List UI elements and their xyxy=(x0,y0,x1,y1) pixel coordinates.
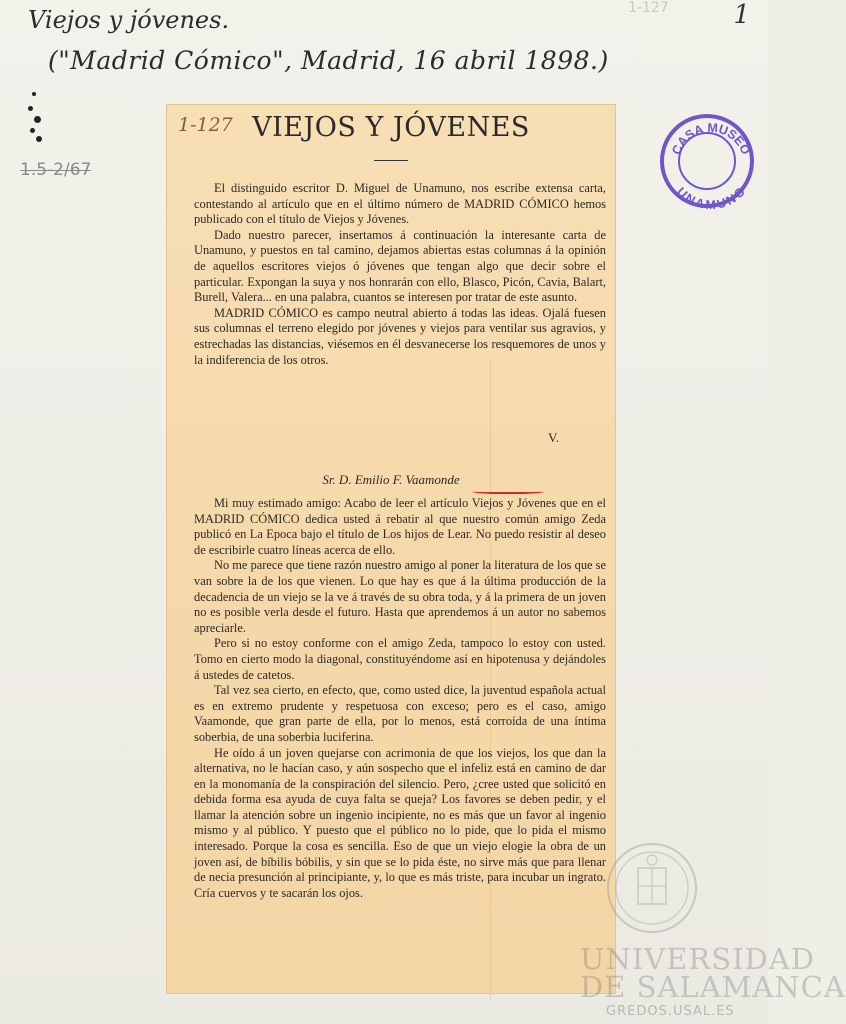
intro-paragraph: El distinguido escritor D. Miguel de Unamuno, nos escribe extensa carta, contestando al artículo que en el último número de MADRID CÓMICO hemos publicado con el título de Viejos y Jóvenes. xyxy=(194,181,606,227)
intro-text xyxy=(194,181,606,368)
watermark-university: UNIVERSIDAD xyxy=(580,942,815,976)
clipping-catalog-code: 1-127 xyxy=(178,114,233,136)
article-title: VIEJOS Y JÓVENES xyxy=(252,112,530,143)
red-underline-mark xyxy=(472,488,544,494)
watermark-url: GREDOS.USAL.ES xyxy=(606,1004,735,1019)
intro-paragraph: MADRID CÓMICO es campo neutral abierto á todas las ideas. Ojalá fuesen sus columnas el terreno elegido por jóvenes y viejos para ventilar sus agravios, y estrechadas las distancias, viésemos en él desvanecerse los resquemores de unos y la indiferencia de los otros. xyxy=(194,305,606,367)
editor-signoff: V. xyxy=(548,430,559,445)
stamp-text-top: CASA MUSEO xyxy=(669,120,753,157)
stamp-lettering xyxy=(664,118,758,212)
letter-paragraph: Tal vez sea cierto, en efecto, que, como usted dice, la juventud española actual es en extremo prudente y respetuosa con exceso; pero es el caso, amigo Vaamonde, que gran parte de ella, por lo menos, está corroída de una íntima soberbia, de una soberbia luciferina. xyxy=(194,683,606,744)
letter-text xyxy=(194,496,606,901)
title-rule xyxy=(374,160,408,161)
university-seal-watermark xyxy=(604,838,700,938)
pencil-catalog-code: 1.5-2/67 xyxy=(20,160,92,180)
faint-catalog-number: 1-127 xyxy=(628,0,669,16)
watermark-salamanca: DE SALAMANCA xyxy=(580,970,846,1004)
letter-paragraph: Mi muy estimado amigo: Acabo de leer el artículo Viejos y Jóvenes que en el MADRID CÓMICO dedica usted á rebatir al que nuestro común amigo Zeda publicó en La Epoca bajo el título de Los hijos de Lear. No puedo resistir al deseo de escribirle cuatro líneas acerca de ello. xyxy=(194,496,606,557)
handwritten-source: ("Madrid Cómico", Madrid, 16 abril 1898.) xyxy=(48,46,609,75)
letter-addressee: Sr. D. Emilio F. Vaamonde xyxy=(322,472,460,487)
letter-paragraph: Pero si no estoy conforme con el amigo Zeda, tampoco lo estoy con usted. Tomo en cierto modo la diagonal, constituyéndome así en hipotenusa y dejándoles á ustedes de catetos. xyxy=(194,636,606,682)
page-number: 1 xyxy=(733,0,750,30)
letter-paragraph: He oído á un joven quejarse con acrimonia de que los viejos, los que dan la alternativa, no le hacían caso, y aún sospecho que el infeliz está en camino de dar en la monomanía de la conspiración del silencio. Pero, ¿cree usted que solicitó en debida forma esa ayuda de cuya falta se queja? Los favores se deben pedir, y el llamar la atención sobre un ingenio incipiente, no es más que un favor al ingenio mismo y al público. Y puesto que el público no lo pide, que lo pida el mismo interesado. Porque la cosa es sencilla. Eso de que un viejo elogie la obra de un joven así, de bíbilis bóbilis, y sin que se lo pida éste, no sirve más que para llenar de necia presunción al principiante, y, lo que es más triste, para incubar un ingrato. Cría cuervos y te sacarán los ojos. xyxy=(194,745,606,900)
casa-museo-unamuno-stamp xyxy=(660,114,754,212)
ink-spots xyxy=(28,92,48,152)
handwritten-title: Viejos y jóvenes. xyxy=(28,6,230,34)
svg-text:CASA MUSEO xyxy=(669,121,753,157)
letter-paragraph: No me parece que tiene razón nuestro amigo al poner la literatura de los que se van sobre la de los que vienen. Lo que hay es que á la última producción de la decadencia de un viejo se la ve á través de su obra toda, y á la primera de un joven no es posible verla desde el futuro. Hasta que aprendemos á un autor no sabemos apreciarle. xyxy=(194,558,606,635)
intro-paragraph: Dado nuestro parecer, insertamos á continuación la interesante carta de Unamuno, y puestos en tal camino, dejamos abiertas estas columnas á la opinión de aquellos escritores viejos ó jóvenes que tengan algo que decir sobre el particular. Expongan la suya y nos honrarán con ello, Blasco, Picón, Cavia, Balart, Burell, Valera... en una palabra, cuantos se interesen por tratar de este asunto. xyxy=(194,227,606,305)
svg-text:UNAMUNO xyxy=(674,184,748,212)
stamp-text-bottom: UNAMUNO xyxy=(673,184,748,212)
